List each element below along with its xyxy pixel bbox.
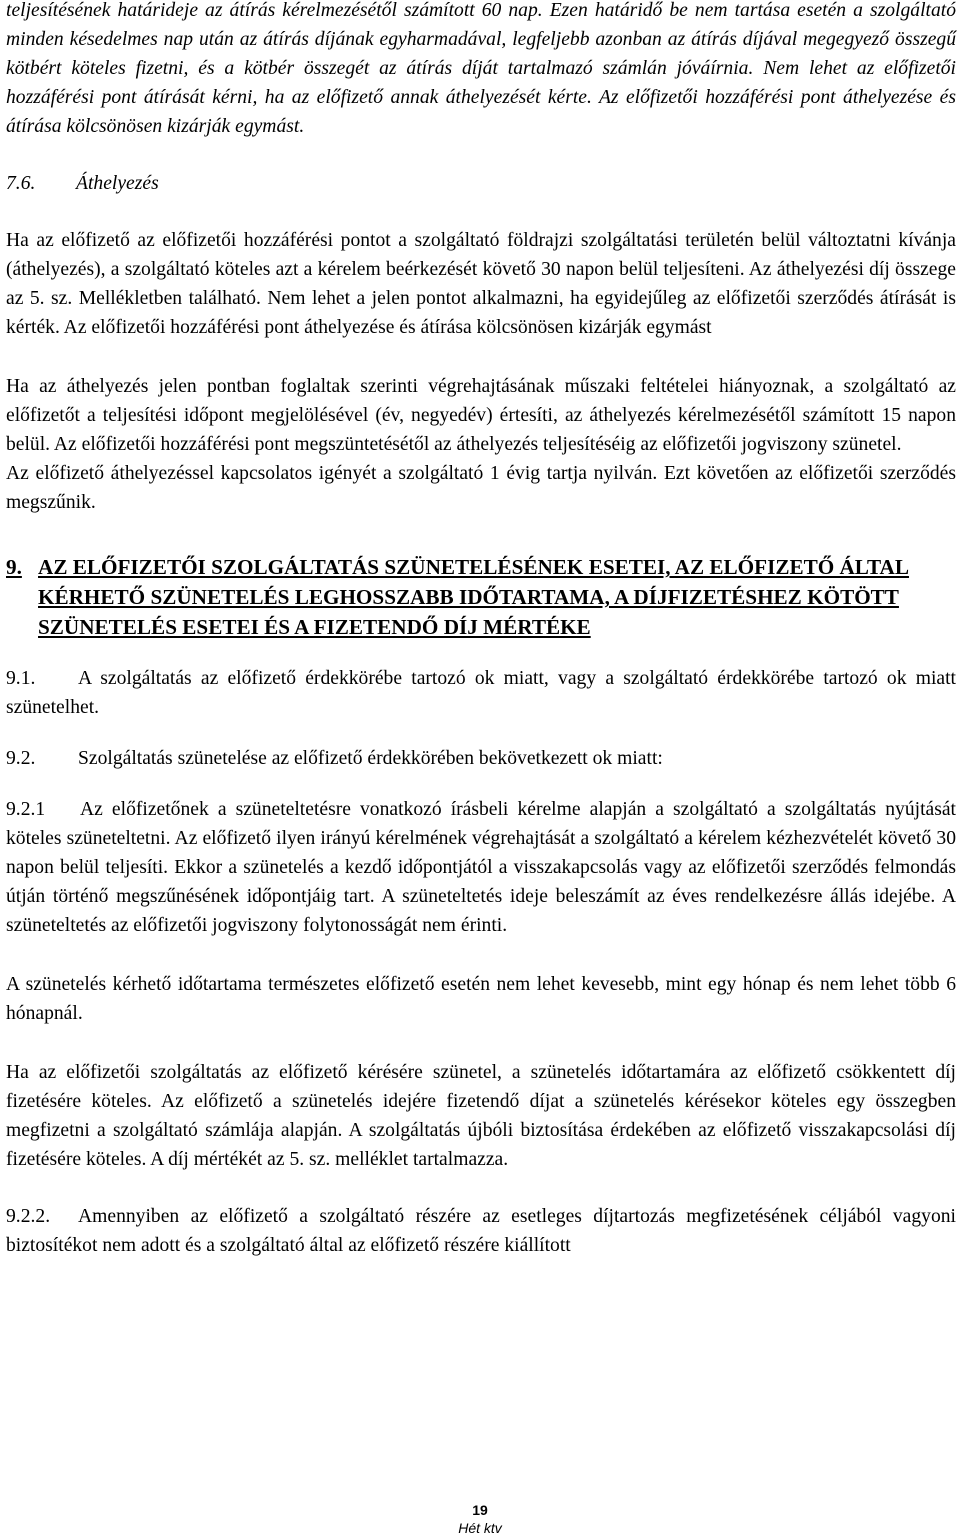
section-heading-9 xyxy=(6,552,956,642)
section-number: 9. xyxy=(6,555,22,579)
section-number: 9.2.1 xyxy=(6,799,46,820)
paragraph-relocation: Ha az előfizető az előfizetői hozzáférési pontot a szolgáltató földrajzi szolgáltatási területén belül változtatni kívánja (áthelyezés), a szolgáltató köteles azt a kérelem beérkezését követő 30 napon belül teljesíteni. Az áthelyezési díj összege az 5. sz. Mellékletben található. Nem lehet a jelen pontot alkalmazni, ha egyidejűleg az előfizetői szerződés átírását is kérték. Az előfizetői hozzáférési pont áthelyezése és átírása kölcsönösen kizárják egymást xyxy=(6,230,956,338)
paragraph-relocation-record: Az előfizető áthelyezéssel kapcsolatos igényét a szolgáltató 1 évig tartja nyilván. Ezt követően az előfizetői szerződés megszűnik. xyxy=(6,463,956,513)
paragraph-text: Amennyiben az előfizető a szolgáltató részére az esetleges díjtartozás megfizetésének céljából vagyoni biztosítékot nem adott és a szolgáltató által az előfizető részére kiállított xyxy=(6,1206,956,1256)
footer-company: Hét ktv xyxy=(458,1520,502,1536)
section-number: 7.6. xyxy=(6,173,36,194)
paragraph-suspension-duration: A szünetelés kérhető időtartama természetes előfizető esetén nem lehet kevesebb, mint egy hónap és nem lehet több 6 hónapnál. xyxy=(6,974,956,1024)
section-number: 9.2. xyxy=(6,748,36,769)
section-title: AZ ELŐFIZETŐI SZOLGÁLTATÁS SZÜNETELÉSÉNEK ESETEI, AZ ELŐFIZETŐ ÁLTAL KÉRHETŐ SZÜNETELÉS LEGHOSSZABB IDŐTARTAMA, A DÍJFIZETÉSHEZ KÖTÖTT SZÜNETELÉS ESETEI ÉS A FIZETENDŐ DÍJ MÉRTÉKE xyxy=(38,555,909,639)
page-number: 19 xyxy=(472,1502,488,1518)
paragraph-text: Az előfizetőnek a szüneteltetésre vonatkozó írásbeli kérelme alapján a szolgáltató a szolgáltatás nyújtását köteles szüneteltetni. Az előfizető ilyen irányú kérelmének végrehajtását a szolgáltató a kérelem kézhezvételét követő 30 napon belül teljesíti. Ekkor a szünetelés a kezdő időpontjától a visszakapcsolás vagy az előfizetői szerződés felmondás útján történő megszűnésének időpontjáig tart. A szüneteltetés ideje beleszámít az éves rendelkezésre állás idejébe. A szüneteltetés az előfizetői jogviszony folytonosságát nem érinti. xyxy=(6,799,956,936)
section-heading-7-6 xyxy=(6,169,956,198)
paragraph-transfer-deadline: teljesítésének határideje az átírás kérelmezésétől számított 60 nap. Ezen határidő be nem tartása esetén a szolgáltató minden késedelmes nap után az átírás díjának egyharmadával, legfeljebb azonban az átírás díjával megegyező összegű kötbért köteles fizetni, és a kötbér összegét az átírás díját tartalmazó számlán jóváírnia. Nem lehet az előfizetői hozzáférési pont átírását kérni, ha az előfizető annak áthelyezését kérte. Az előfizetői hozzáférési pont áthelyezése és átírása kölcsönösen kizárják egymást. xyxy=(6,0,956,137)
paragraph-9-2-2 xyxy=(6,1202,956,1260)
paragraph-suspension-fee: Ha az előfizetői szolgáltatás az előfizető kérésére szünetel, a szünetelés időtartamára az előfizető csökkentett díj fizetésére köteles. Az előfizető a szünetelés idejére fizetendő díjat a szünetelés kérésekor köteles egy összegben megfizetni a szolgáltató számlája alapján. A szolgáltatás újbóli biztosítása érdekében az előfizető visszakapcsolási díj fizetésére köteles. A díj mértékét az 5. sz. melléklet tartalmazza. xyxy=(6,1062,956,1170)
document-page xyxy=(6,0,956,1260)
paragraph-text: Szolgáltatás szünetelése az előfizető érdekkörében bekövetkezett ok miatt: xyxy=(78,748,663,769)
paragraph-relocation-technical: Ha az áthelyezés jelen pontban foglaltak szerinti végrehajtásának műszaki feltételei hiányoznak, a szolgáltató az előfizetőt a teljesítési időpont megjelölésével (év, negyedév) értesíti, az áthelyezés kérelmezésétől számított 15 napon belül. Az előfizetői hozzáférési pont megszüntetésétől az áthelyezés teljesítéséig az előfizetői jogviszony szünetel. xyxy=(6,376,956,455)
paragraph-9-2 xyxy=(6,744,956,773)
paragraph-text: A szolgáltatás az előfizető érdekkörébe tartozó ok miatt, vagy a szolgáltató érdekkörébe tartozó ok miatt szünetelhet. xyxy=(6,668,956,718)
paragraph-9-1 xyxy=(6,664,956,722)
section-number: 9.1. xyxy=(6,668,36,689)
paragraph-9-2-1 xyxy=(6,795,956,940)
section-number: 9.2.2. xyxy=(6,1206,51,1227)
section-title: Áthelyezés xyxy=(76,173,159,194)
